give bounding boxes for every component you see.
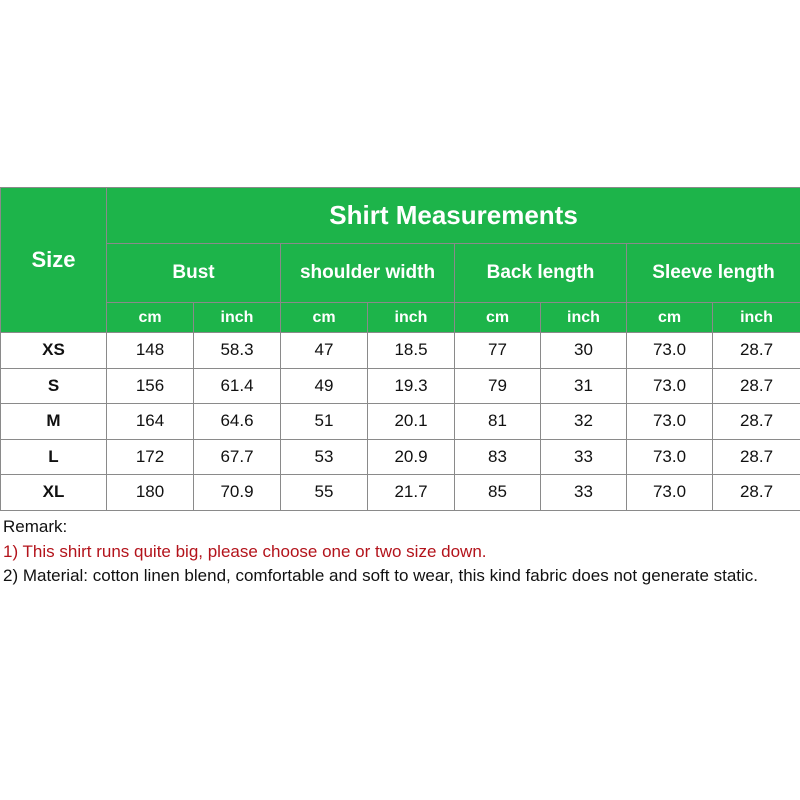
table-cell: 55 [281, 475, 368, 511]
size-label: M [1, 404, 107, 440]
table-cell: 28.7 [713, 333, 800, 369]
table-cell: 20.9 [368, 439, 455, 475]
table-cell: 20.1 [368, 404, 455, 440]
group-header-bust: Bust [107, 244, 281, 303]
size-chart [0, 187, 800, 511]
size-label: S [1, 368, 107, 404]
table-row [1, 368, 800, 404]
table-cell: 33 [541, 475, 627, 511]
table-row [1, 439, 800, 475]
table-cell: 33 [541, 439, 627, 475]
table-cell: 77 [455, 333, 541, 369]
table-cell: 53 [281, 439, 368, 475]
table-cell: 73.0 [627, 475, 713, 511]
size-label: XS [1, 333, 107, 369]
table-row [1, 475, 800, 511]
unit-header: inch [541, 303, 627, 333]
unit-header: cm [455, 303, 541, 333]
table-title: Shirt Measurements [107, 188, 800, 244]
table-cell: 31 [541, 368, 627, 404]
table-cell: 61.4 [194, 368, 281, 404]
unit-header: cm [107, 303, 194, 333]
unit-header: cm [627, 303, 713, 333]
table-cell: 180 [107, 475, 194, 511]
table-cell: 73.0 [627, 333, 713, 369]
measurement-table [0, 187, 800, 511]
table-cell: 47 [281, 333, 368, 369]
table-cell: 28.7 [713, 368, 800, 404]
table-cell: 73.0 [627, 404, 713, 440]
table-cell: 58.3 [194, 333, 281, 369]
remark-heading: Remark: [3, 517, 68, 536]
table-cell: 148 [107, 333, 194, 369]
unit-header: inch [713, 303, 800, 333]
table-row [1, 404, 800, 440]
table-cell: 156 [107, 368, 194, 404]
table-cell: 32 [541, 404, 627, 440]
table-cell: 67.7 [194, 439, 281, 475]
table-cell: 28.7 [713, 404, 800, 440]
table-cell: 172 [107, 439, 194, 475]
table-cell: 85 [455, 475, 541, 511]
group-header-shoulder-width: shoulder width [281, 244, 455, 303]
size-label: L [1, 439, 107, 475]
unit-header: inch [194, 303, 281, 333]
table-cell: 73.0 [627, 439, 713, 475]
table-cell: 21.7 [368, 475, 455, 511]
unit-row [1, 303, 800, 333]
group-header-back-length: Back length [455, 244, 627, 303]
table-cell: 64.6 [194, 404, 281, 440]
table-cell: 30 [541, 333, 627, 369]
size-header: Size [1, 188, 107, 333]
remarks-block [3, 515, 798, 589]
unit-header: cm [281, 303, 368, 333]
table-cell: 19.3 [368, 368, 455, 404]
table-cell: 164 [107, 404, 194, 440]
table-cell: 83 [455, 439, 541, 475]
table-cell: 70.9 [194, 475, 281, 511]
size-label: XL [1, 475, 107, 511]
table-cell: 81 [455, 404, 541, 440]
table-cell: 49 [281, 368, 368, 404]
table-cell: 28.7 [713, 475, 800, 511]
group-header-sleeve-length: Sleeve length [627, 244, 800, 303]
table-cell: 18.5 [368, 333, 455, 369]
table-cell: 73.0 [627, 368, 713, 404]
table-cell: 51 [281, 404, 368, 440]
unit-header: inch [368, 303, 455, 333]
table-cell: 28.7 [713, 439, 800, 475]
remark-size-note: 1) This shirt runs quite big, please choose one or two size down. [3, 541, 487, 561]
table-row [1, 333, 800, 369]
table-cell: 79 [455, 368, 541, 404]
remark-material-note: 2) Material: cotton linen blend, comfortable and soft to wear, this kind fabric does not generate static. [3, 566, 759, 585]
